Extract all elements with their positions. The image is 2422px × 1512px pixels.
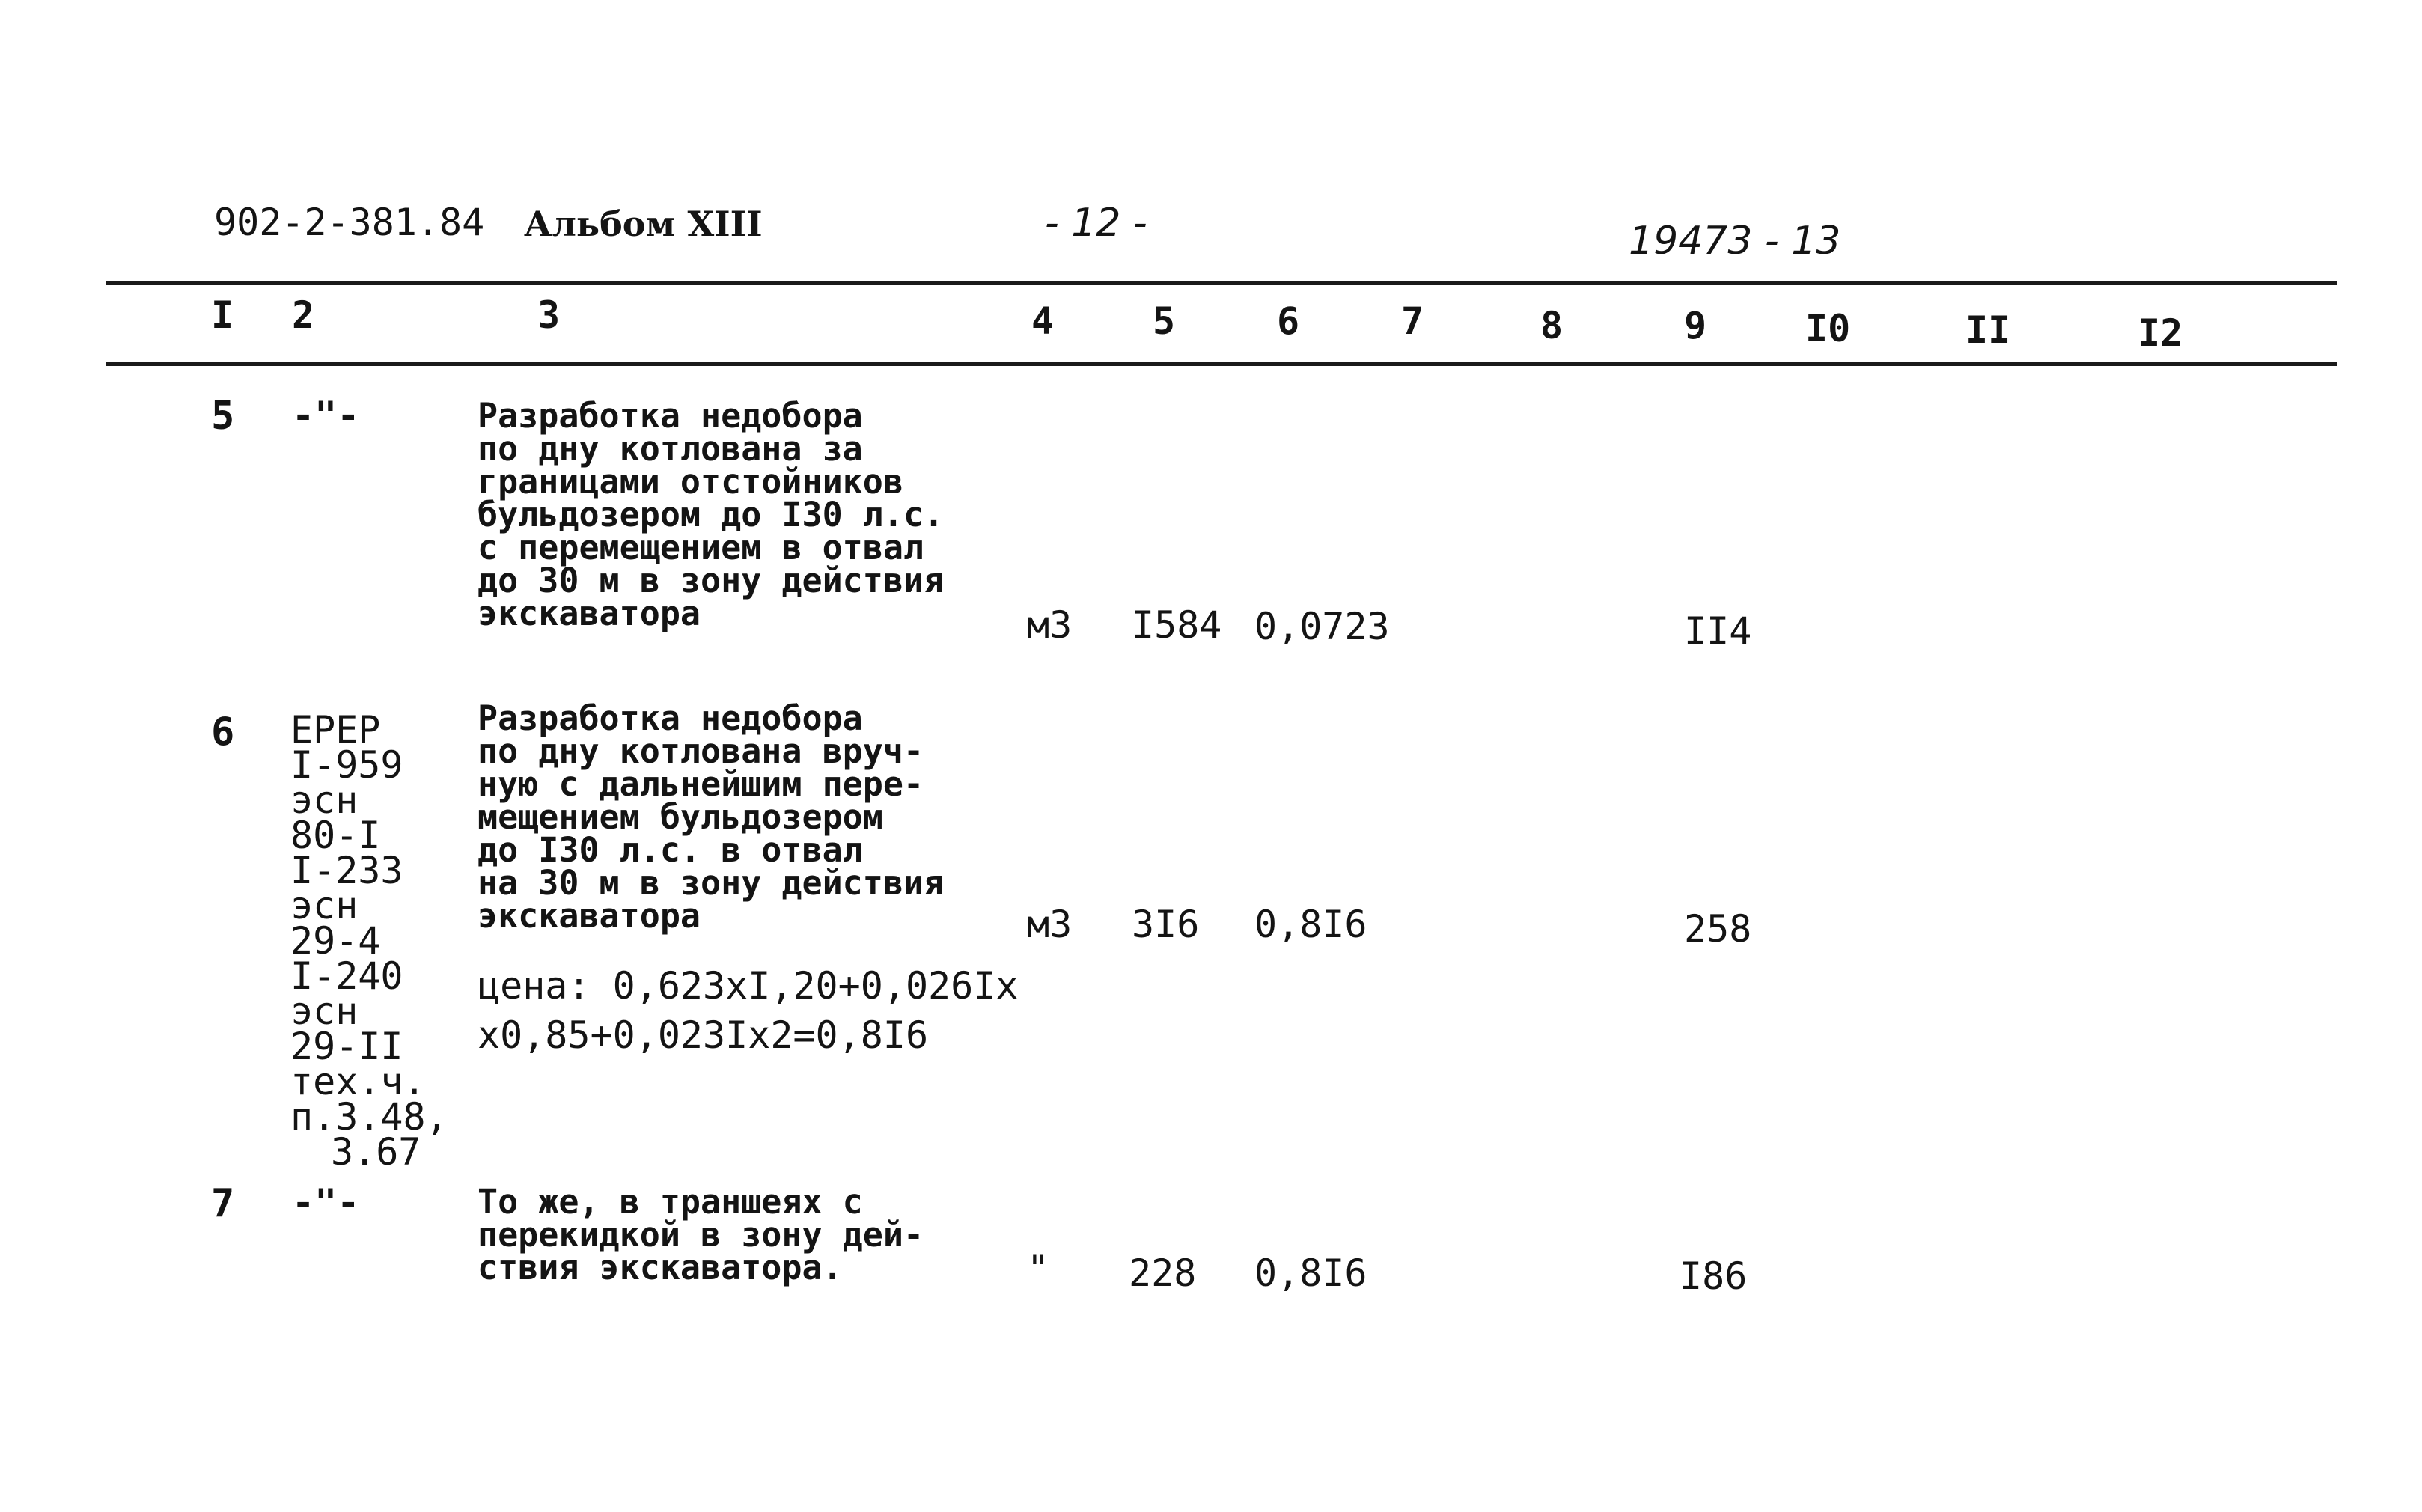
description-line: до I30 л.с. в отвал	[478, 830, 863, 870]
total-value: I86	[1680, 1255, 1748, 1298]
description-line: Разработка недобора	[478, 698, 863, 738]
total-value: II4	[1684, 609, 1752, 653]
row-number: 5	[211, 394, 235, 439]
column-header: I2	[2138, 311, 2183, 355]
column-header: 8	[1540, 304, 1564, 347]
reference-line: п.3.48,	[290, 1095, 448, 1138]
work-description	[478, 1182, 924, 1287]
column-header: 7	[1401, 299, 1424, 343]
ditto-mark: -"-	[292, 394, 360, 437]
reference-line: эсн	[290, 778, 359, 822]
description-line: экскаватора	[478, 896, 701, 936]
description-line: до 30 м в зону действия	[478, 561, 945, 600]
description-line: на 30 м в зону действия	[478, 863, 945, 903]
column-header: 4	[1031, 299, 1055, 343]
reference-line: эсн	[290, 884, 359, 927]
album-label: Альбом XIII	[524, 204, 763, 244]
reference-line: 3.67	[331, 1130, 421, 1174]
description-line: границами отстойников	[478, 462, 903, 502]
reference-line: эсн	[290, 990, 359, 1033]
description-line: ствия экскаватора.	[478, 1248, 843, 1287]
description-line: по дну котлована вруч-	[478, 731, 924, 771]
description-line: экскаватора	[478, 594, 701, 633]
rate-value: 0,0723	[1254, 605, 1390, 648]
reference-line: I-240	[290, 954, 403, 998]
column-header: 5	[1153, 299, 1176, 343]
column-header: I	[211, 293, 234, 337]
row-number: 7	[211, 1181, 235, 1226]
description-line: перекидкой в зону дей-	[478, 1215, 924, 1255]
unit-value: м3	[1027, 903, 1073, 946]
quantity-value: 228	[1129, 1252, 1197, 1295]
column-header: 9	[1684, 304, 1707, 347]
column-header: I0	[1805, 307, 1851, 350]
rate-value: 0,8I6	[1254, 903, 1367, 946]
ditto-mark: -"-	[292, 1181, 360, 1225]
quantity-value: I584	[1132, 603, 1222, 647]
reference-line: тех.ч.	[290, 1060, 426, 1103]
reference-line: I-233	[290, 849, 403, 892]
description-line: по дну котлована за	[478, 429, 863, 469]
reference-line: ЕРЕР	[290, 708, 381, 752]
table-top-rule	[106, 281, 2337, 285]
page-number: - 12 -	[1045, 201, 1147, 246]
reference-line: 29-II	[290, 1025, 403, 1068]
unit-value: м3	[1027, 603, 1073, 647]
work-description	[478, 698, 945, 936]
column-header: 3	[537, 293, 561, 337]
column-header: 2	[292, 293, 315, 337]
description-line: с перемещением в отвал	[478, 528, 924, 567]
description-line: мещением бульдозером	[478, 797, 883, 837]
column-header: II	[1965, 308, 2011, 352]
calculation-line: цена: 0,623хI,20+0,026Iх	[478, 964, 1019, 1008]
description-line: То же, в траншеях с	[478, 1182, 863, 1222]
reference-line: 29-4	[290, 919, 381, 963]
document-code: 902-2-381.84	[214, 201, 485, 244]
total-value: 258	[1684, 907, 1752, 951]
description-line: Разработка недобора	[478, 396, 863, 436]
reference-line: 80-I	[290, 814, 381, 857]
column-header: 6	[1277, 299, 1300, 343]
sheet-reference: 19473 - 13	[1629, 219, 1841, 263]
norm-reference	[290, 708, 448, 1174]
price-calculation	[478, 964, 1018, 1057]
table-header-rule	[106, 362, 2337, 366]
work-description	[478, 396, 945, 633]
calculation-line: х0,85+0,023Iх2=0,8I6	[478, 1013, 929, 1057]
description-line: ную с дальнейшим пере-	[478, 764, 924, 804]
row-number: 6	[211, 710, 235, 755]
quantity-value: 3I6	[1132, 903, 1200, 946]
reference-line: I-959	[290, 743, 403, 787]
description-line: бульдозером до I30 л.с.	[478, 495, 945, 534]
rate-value: 0,8I6	[1254, 1252, 1367, 1295]
unit-ditto: "	[1027, 1247, 1050, 1290]
